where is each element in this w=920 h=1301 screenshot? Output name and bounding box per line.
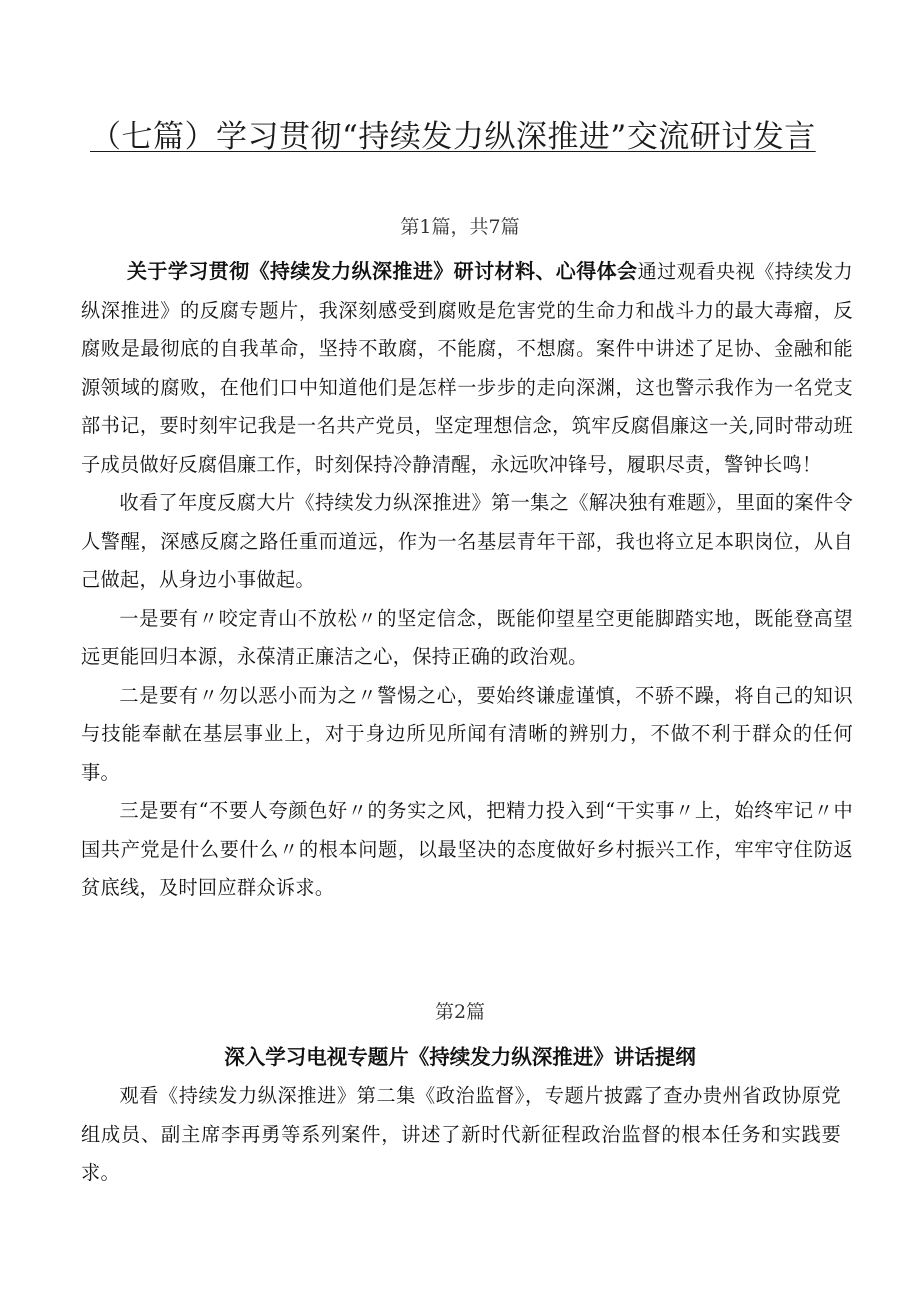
section-2-label: 第2篇 [434, 1001, 486, 1023]
section-1-paragraph-5: 三是要有“不要人夸颜色好〃的务实之风，把精力投入到“干实事〃上，始终牢记〃中国共产党是什么要什么〃的根本问题，以最坚决的态度做好乡村振兴工作，牢牢守住防返贫底线，及时回应群众诉求。 [81, 799, 853, 899]
section-1-paragraph-1: 通过观看央视《持续发力纵深推进》的反腐专题片，我深刻感受到腐败是危害党的生命力和战斗力的最大毒瘤，反腐败是最彻底的自我革命，坚持不敢腐，不能腐，不想腐。案件中讲述了足协、金融和能源领域的腐败，在他们口中知道他们是怎样一步步的走向深渊，这也警示我作为一名党支部书记，要时刻牢记我是一名共产党员，坚定理想信念，筑牢反腐倡廉这一关,同时带动班子成员做好反腐倡廉工作，时刻保持冷静清醒，永远吹冲锋号，履职尽责，警钟长鸣！ [81, 260, 853, 476]
section-1-paragraph-3: 一是要有〃咬定青山不放松〃的坚定信念，既能仰望星空更能脚踏实地，既能登高望远更能回归本源，永葆清正廉洁之心，保持正确的政治观。 [81, 606, 853, 668]
section-1-body [81, 252, 853, 908]
section-2-heading: 深入学习电视专题片《持续发力纵深推进》讲话提纲 [224, 1045, 696, 1069]
section-1-label: 第1篇，共7篇 [400, 216, 520, 238]
document-title: （七篇）学习贯彻“持续发力纵深推进”交流研讨发言 [90, 119, 816, 155]
section-2-paragraph-1: 观看《持续发力纵深推进》第二集《政治监督》，专题片披露了查办贵州省政协原党组成员、副主席李再勇等系列案件，讲述了新时代新征程政治监督的根本任务和实践要求。 [81, 1084, 841, 1184]
section-1-paragraph-4: 二是要有〃勿以恶小而为之〃警惕之心，要始终谦虚谨慎，不骄不躁，将自己的知识与技能奉献在基层事业上，对于身边所见所闻有清晰的辨别力，不做不利于群众的任何事。 [81, 683, 853, 784]
section-2-body [81, 1077, 841, 1193]
section-1-paragraph-2: 收看了年度反腐大片《持续发力纵深推进》第一集之《解决独有难题》，里面的案件令人警醒，深感反腐之路任重而道远，作为一名基层青年干部，我也将立足本职岗位，从自己做起，从身边小事做起。 [81, 491, 853, 591]
section-1-heading: 关于学习贯彻《持续发力纵深推进》研讨材料、心得体会 [127, 259, 638, 283]
section-1-intro-paragraph [81, 252, 853, 484]
